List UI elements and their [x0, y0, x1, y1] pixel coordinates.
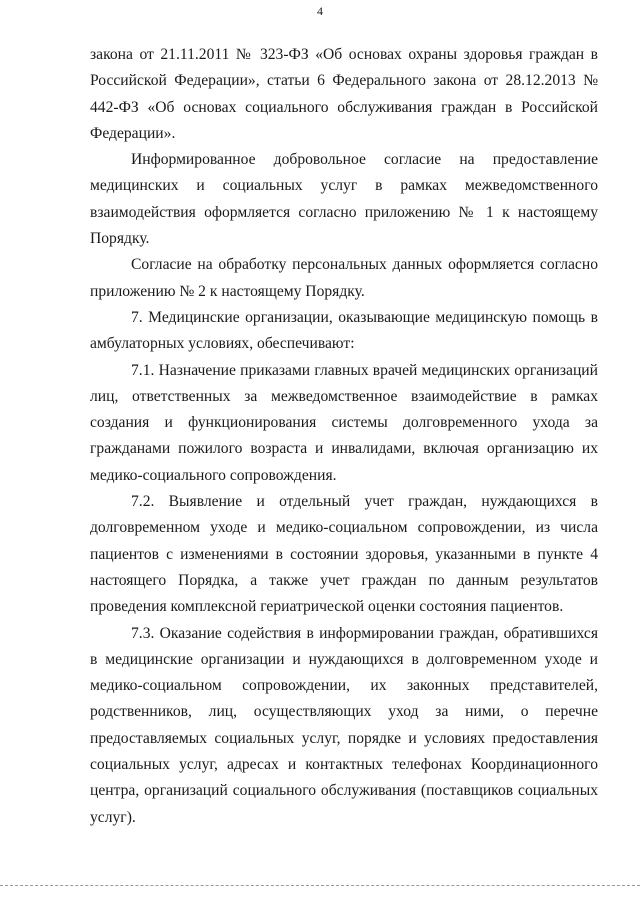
paragraph-item-7-3: 7.3. Оказание содействия в информировании граждан, обратившихся в медицинские организации и нуждающихся в долговременном уходе и медико-социальном сопровождении, их законных представителей, родственников, лиц, осуществляющих уход за ними, о перечне предоставляемых социальных услуг, порядке и условиях предоставления социальных услуг, адресах и контактных телефонах Координационного центра, организаций социального обслуживания (поставщиков социальных услуг).	[90, 624, 598, 826]
page-number: 4	[317, 4, 323, 18]
document-body	[90, 42, 598, 831]
paragraph-item-7: 7. Медицинские организации, оказывающие медицинскую помощь в амбулаторных условиях, обеспечивают:	[90, 308, 598, 353]
paragraph-personal-data-consent: Согласие на обработку персональных данных оформляется согласно приложению № 2 к настоящему Порядку.	[90, 256, 598, 300]
scan-edge-divider	[0, 885, 640, 886]
paragraph-item-7-2: 7.2. Выявление и отдельный учет граждан, нуждающихся в долговременном уходе и медико-социальном сопровождении, из числа пациентов с изменениями в состоянии здоровья, указанными в пункте 4 настоящего Порядка, а также учет граждан по данным результатов проведения комплексной гериатрической оценки состояния пациентов.	[90, 493, 598, 616]
paragraph-item-7-1: 7.1. Назначение приказами главных врачей медицинских организаций лиц, ответственных за межведомственное взаимодействие в рамках создания и функционирования системы долговременного ухода за гражданами пожилого возраста и инвалидами, включая организацию их медико-социального сопровождения.	[90, 361, 598, 484]
paragraph-informed-consent: Информированное добровольное согласие на предоставление медицинских и социальных услуг в рамках межведомственного взаимодействия оформляется согласно приложению № 1 к настоящему Порядку.	[90, 151, 598, 248]
paragraph-law-reference: закона от 21.11.2011 № 323-ФЗ «Об основах охраны здоровья граждан в Российской Федерации», статьи 6 Федерального закона от 28.12.2013 № 442-ФЗ «Об основах социального обслуживания граждан в Российской Федерации».	[90, 46, 598, 142]
